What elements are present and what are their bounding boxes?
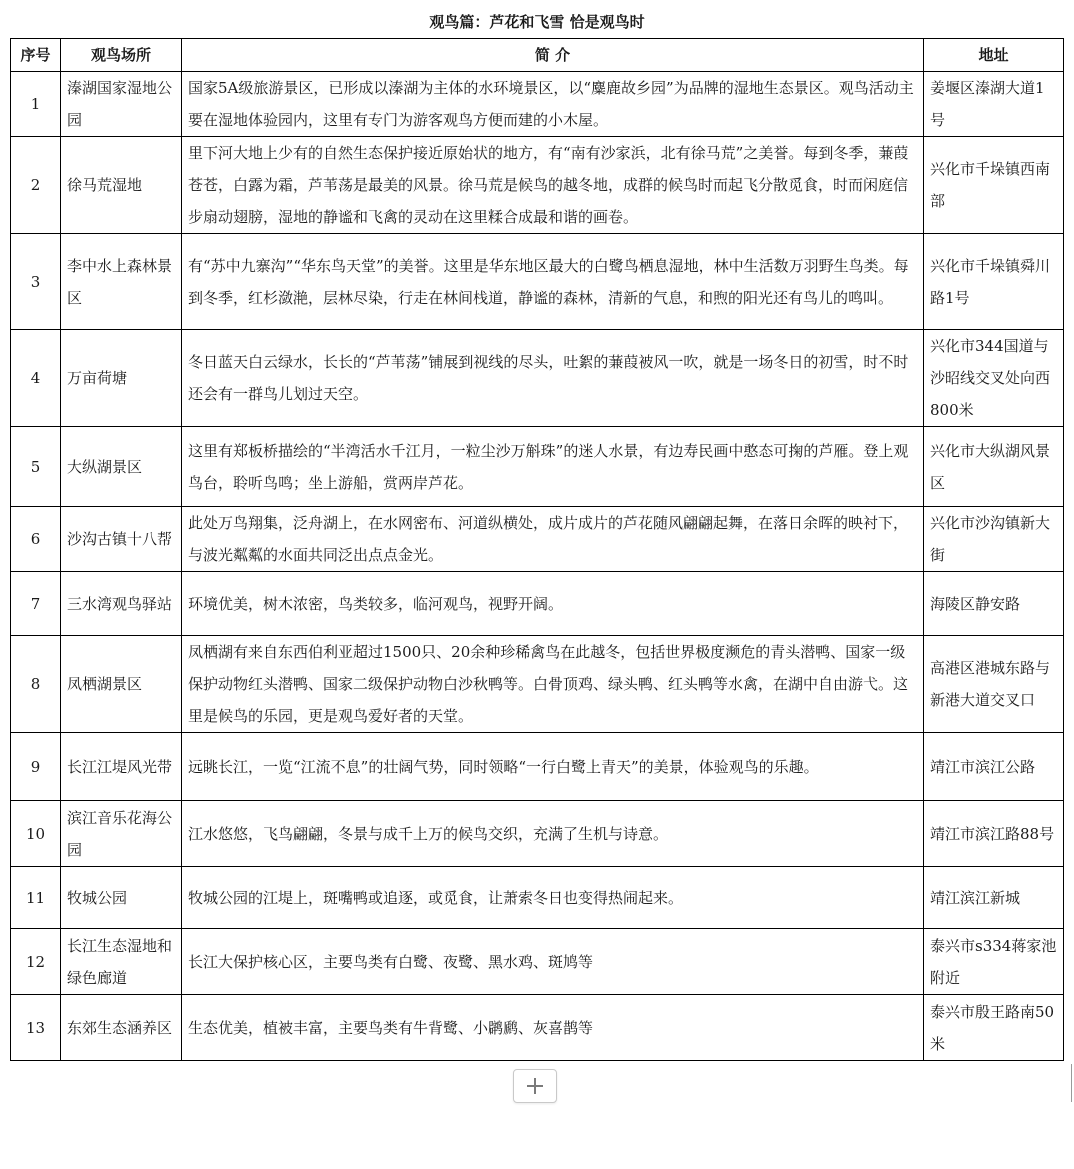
header-address: 地址 bbox=[924, 39, 1064, 72]
table-row bbox=[11, 507, 1064, 572]
cell-address[interactable]: 兴化市344国道与沙昭线交叉处向西800米 bbox=[924, 330, 1064, 427]
table-row bbox=[11, 636, 1064, 733]
cell-intro[interactable]: 牧城公园的江堤上，斑嘴鸭或追逐，或觅食，让萧索冬日也变得热闹起来。 bbox=[182, 867, 924, 929]
cell-num[interactable]: 4 bbox=[11, 330, 61, 427]
cell-intro[interactable]: 国家5A级旅游景区，已形成以溱湖为主体的水环境景区，以“麋鹿故乡园”为品牌的湿地生态景区。观鸟活动主要在湿地体验园内，这里有专门为游客观鸟方便而建的小木屋。 bbox=[182, 72, 924, 137]
birding-sites-table bbox=[10, 38, 1064, 1061]
cell-intro[interactable]: 长江大保护核心区，主要鸟类有白鹭、夜鹭、黑水鸡、斑鸠等 bbox=[182, 929, 924, 995]
cell-site[interactable]: 长江江堤风光带 bbox=[61, 733, 182, 801]
cell-num[interactable]: 10 bbox=[11, 801, 61, 867]
table-row bbox=[11, 801, 1064, 867]
cell-intro[interactable]: 此处万鸟翔集，泛舟湖上，在水网密布、河道纵横处，成片成片的芦花随风翩翩起舞，在落日余晖的映衬下，与波光粼粼的水面共同泛出点点金光。 bbox=[182, 507, 924, 572]
cell-intro[interactable]: 凤栖湖有来自东西伯利亚超过1500只、20余种珍稀禽鸟在此越冬，包括世界极度濒危的青头潜鸭、国家一级保护动物红头潜鸭、国家二级保护动物白沙秋鸭等。白骨顶鸡、绿头鸭、红头鸭等水禽，在湖中自由游弋。这里是候鸟的乐园，更是观鸟爱好者的天堂。 bbox=[182, 636, 924, 733]
cell-intro[interactable]: 生态优美，植被丰富，主要鸟类有牛背鹭、小䴙䴘、灰喜鹊等 bbox=[182, 995, 924, 1061]
cell-intro[interactable]: 远眺长江，一览“江流不息”的壮阔气势，同时领略“一行白鹭上青天”的美景，体验观鸟的乐趣。 bbox=[182, 733, 924, 801]
table-header-row bbox=[11, 39, 1064, 72]
scrollbar-edge[interactable] bbox=[1071, 1064, 1072, 1102]
table-row bbox=[11, 867, 1064, 929]
cell-site[interactable]: 滨江音乐花海公园 bbox=[61, 801, 182, 867]
cell-address[interactable]: 兴化市沙沟镇新大街 bbox=[924, 507, 1064, 572]
table-row bbox=[11, 995, 1064, 1061]
cell-site[interactable]: 长江生态湿地和绿色廊道 bbox=[61, 929, 182, 995]
cell-num[interactable]: 13 bbox=[11, 995, 61, 1061]
cell-address[interactable]: 泰兴市s334蒋家池附近 bbox=[924, 929, 1064, 995]
cell-site[interactable]: 徐马荒湿地 bbox=[61, 137, 182, 234]
cell-address[interactable]: 靖江市滨江公路 bbox=[924, 733, 1064, 801]
add-row-button[interactable] bbox=[513, 1069, 557, 1103]
table-row bbox=[11, 234, 1064, 330]
cell-address[interactable]: 泰兴市殷王路南50米 bbox=[924, 995, 1064, 1061]
table-row bbox=[11, 572, 1064, 636]
cell-num[interactable]: 8 bbox=[11, 636, 61, 733]
table-row bbox=[11, 733, 1064, 801]
cell-site[interactable]: 东郊生态涵养区 bbox=[61, 995, 182, 1061]
cell-num[interactable]: 3 bbox=[11, 234, 61, 330]
header-site: 观鸟场所 bbox=[61, 39, 182, 72]
cell-intro[interactable]: 里下河大地上少有的自然生态保护接近原始状的地方，有“南有沙家浜，北有徐马荒”之美誉。每到冬季，蒹葭苍苍，白露为霜，芦苇荡是最美的风景。徐马荒是候鸟的越冬地，成群的候鸟时而起飞分散觅食，时而闲庭信步扇动翅膀，湿地的静谧和飞禽的灵动在这里糅合成最和谐的画卷。 bbox=[182, 137, 924, 234]
header-intro: 简 介 bbox=[182, 39, 924, 72]
cell-num[interactable]: 1 bbox=[11, 72, 61, 137]
plus-icon bbox=[527, 1078, 543, 1094]
cell-intro[interactable]: 冬日蓝天白云绿水，长长的“芦苇荡”铺展到视线的尽头，吐絮的蒹葭被风一吹，就是一场冬日的初雪，时不时还会有一群鸟儿划过天空。 bbox=[182, 330, 924, 427]
cell-intro[interactable]: 环境优美，树木浓密，鸟类较多，临河观鸟，视野开阔。 bbox=[182, 572, 924, 636]
cell-site[interactable]: 牧城公园 bbox=[61, 867, 182, 929]
cell-address[interactable]: 高港区港城东路与新港大道交叉口 bbox=[924, 636, 1064, 733]
table-row bbox=[11, 72, 1064, 137]
cell-address[interactable]: 海陵区静安路 bbox=[924, 572, 1064, 636]
table-row bbox=[11, 427, 1064, 507]
cell-site[interactable]: 李中水上森林景区 bbox=[61, 234, 182, 330]
header-num: 序号 bbox=[11, 39, 61, 72]
cell-site[interactable]: 大纵湖景区 bbox=[61, 427, 182, 507]
cell-address[interactable]: 靖江市滨江路88号 bbox=[924, 801, 1064, 867]
page-title: 观鸟篇：芦花和飞雪 恰是观鸟时 bbox=[429, 13, 645, 31]
cell-num[interactable]: 7 bbox=[11, 572, 61, 636]
cell-address[interactable]: 兴化市千垛镇西南部 bbox=[924, 137, 1064, 234]
cell-site[interactable]: 万亩荷塘 bbox=[61, 330, 182, 427]
cell-num[interactable]: 11 bbox=[11, 867, 61, 929]
cell-site[interactable]: 沙沟古镇十八帮 bbox=[61, 507, 182, 572]
table-row bbox=[11, 929, 1064, 995]
cell-site[interactable]: 三水湾观鸟驿站 bbox=[61, 572, 182, 636]
cell-intro[interactable]: 这里有郑板桥描绘的“半湾活水千江月，一粒尘沙万斛珠”的迷人水景，有边寿民画中憨态可掬的芦雁。登上观鸟台，聆听鸟鸣；坐上游船，赏两岸芦花。 bbox=[182, 427, 924, 507]
cell-num[interactable]: 6 bbox=[11, 507, 61, 572]
cell-num[interactable]: 12 bbox=[11, 929, 61, 995]
cell-num[interactable]: 2 bbox=[11, 137, 61, 234]
cell-num[interactable]: 9 bbox=[11, 733, 61, 801]
cell-address[interactable]: 兴化市大纵湖风景区 bbox=[924, 427, 1064, 507]
table-row bbox=[11, 330, 1064, 427]
cell-intro[interactable]: 江水悠悠，飞鸟翩翩，冬景与成千上万的候鸟交织，充满了生机与诗意。 bbox=[182, 801, 924, 867]
cell-address[interactable]: 靖江滨江新城 bbox=[924, 867, 1064, 929]
cell-address[interactable]: 姜堰区溱湖大道1号 bbox=[924, 72, 1064, 137]
table-row bbox=[11, 137, 1064, 234]
cell-intro[interactable]: 有“苏中九寨沟”“华东鸟天堂”的美誉。这里是华东地区最大的白鹭鸟栖息湿地，林中生活数万羽野生鸟类。每到冬季，红杉潋滟，层林尽染，行走在林间栈道，静谧的森林，清新的气息，和煦的阳光还有鸟儿的鸣叫。 bbox=[182, 234, 924, 330]
cell-num[interactable]: 5 bbox=[11, 427, 61, 507]
cell-site[interactable]: 凤栖湖景区 bbox=[61, 636, 182, 733]
cell-site[interactable]: 溱湖国家湿地公园 bbox=[61, 72, 182, 137]
cell-address[interactable]: 兴化市千垛镇舜川路1号 bbox=[924, 234, 1064, 330]
